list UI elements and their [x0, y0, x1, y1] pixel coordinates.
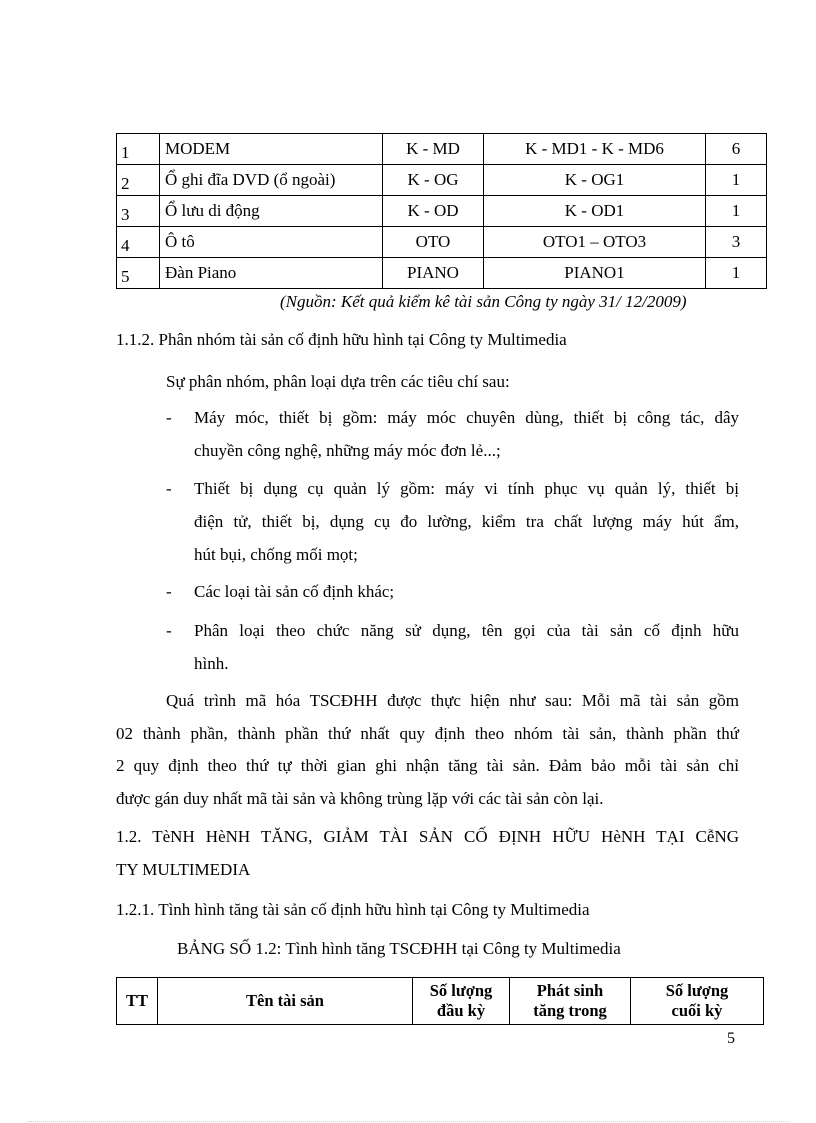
- asset-name: Ổ ghi đĩa DVD (ổ ngoài): [160, 165, 383, 196]
- group-code: OTO: [383, 227, 484, 258]
- header-opening: [413, 978, 510, 1025]
- paragraph-line-2: 02 thành phần, thành phần thứ nhất quy định theo nhóm tài sản, thành phần thứ: [116, 724, 739, 743]
- bullet-dash: -: [166, 621, 172, 640]
- quantity: 6: [706, 134, 767, 165]
- bullet-1-line-2: chuyền công nghệ, những máy móc đơn lẻ...;: [194, 441, 501, 460]
- row-number: 1: [117, 134, 160, 165]
- asset-code-range: K - MD1 - K - MD6: [484, 134, 706, 165]
- group-code: PIANO: [383, 258, 484, 289]
- table-row: [117, 196, 767, 227]
- header-increase-line-1: Phát sinh: [536, 981, 604, 1000]
- page-bottom-divider: [28, 1121, 788, 1122]
- row-number: 5: [117, 258, 160, 289]
- table-header-row: [117, 978, 764, 1025]
- bullet-2-line-2: điện tử, thiết bị, dụng cụ đo lường, kiểm tra chất lượng máy hút ẩm,: [194, 512, 739, 531]
- bullet-dash: -: [166, 408, 172, 427]
- table-row: [117, 227, 767, 258]
- quantity: 1: [706, 165, 767, 196]
- quantity: 1: [706, 258, 767, 289]
- bullet-2-line-3: hút bụi, chống mối mọt;: [194, 545, 358, 564]
- paragraph-line-4: được gán duy nhất mã tài sản và không trùng lặp với các tài sản còn lại.: [116, 789, 604, 808]
- header-closing: [631, 978, 764, 1025]
- asset-name: Ô tô: [160, 227, 383, 258]
- asset-code-range: K - OG1: [484, 165, 706, 196]
- group-code: K - MD: [383, 134, 484, 165]
- sub-heading-1-2-1: 1.2.1. Tình hình tăng tài sản cố định hữu hình tại Công ty Multimedia: [116, 900, 590, 919]
- table-caption: BẢNG SỐ 1.2: Tình hình tăng TSCĐHH tại Công ty Multimedia: [177, 939, 621, 958]
- header-increase-line-2: tăng trong: [533, 1001, 607, 1020]
- group-code: K - OD: [383, 196, 484, 227]
- asset-increase-table: [116, 977, 764, 1025]
- bullet-dash: -: [166, 582, 172, 601]
- bullet-4-line-1: Phân loại theo chức năng sử dụng, tên gọi của tài sản cố định hữu: [194, 621, 739, 640]
- paragraph-line-3: 2 quy định theo thứ tự thời gian ghi nhận tăng tài sản. Đảm bảo mỗi tài sản chỉ: [116, 756, 739, 775]
- table-source-note: (Nguồn: Kết quả kiểm kê tài sản Công ty ngày 31/ 12/2009): [280, 292, 687, 311]
- header-opening-line-1: Số lượng: [429, 981, 493, 1000]
- header-opening-line-2: đầu kỳ: [436, 1001, 486, 1020]
- table-row: [117, 165, 767, 196]
- row-number: 3: [117, 196, 160, 227]
- quantity: 1: [706, 196, 767, 227]
- table-row: [117, 134, 767, 165]
- group-code: K - OG: [383, 165, 484, 196]
- asset-name: Ổ lưu di động: [160, 196, 383, 227]
- row-number: 4: [117, 227, 160, 258]
- bullet-4-line-2: hình.: [194, 654, 229, 673]
- section-heading-1-2-line-1: 1.2. TèNH HèNH TĂNG, GIẢM TÀI SẢN CỐ ĐỊNH HỮU HèNH TẠI CễNG: [116, 827, 739, 846]
- quantity: 3: [706, 227, 767, 258]
- bullet-3-line-1: Các loại tài sản cố định khác;: [194, 582, 395, 601]
- header-tt: TT: [117, 978, 158, 1025]
- header-closing-line-2: cuối kỳ: [671, 1001, 723, 1020]
- paragraph-line-1: Quá trình mã hóa TSCĐHH được thực hiện như sau: Mỗi mã tài sản gồm: [166, 691, 739, 710]
- page-number: 5: [727, 1030, 735, 1047]
- header-increase: [510, 978, 631, 1025]
- asset-name: MODEM: [160, 134, 383, 165]
- asset-name: Đàn Piano: [160, 258, 383, 289]
- section-heading-1-2-line-2: TY MULTIMEDIA: [116, 860, 251, 879]
- asset-code-table: [116, 133, 767, 289]
- asset-code-range: K - OD1: [484, 196, 706, 227]
- header-name: Tên tài sản: [158, 978, 413, 1025]
- row-number: 2: [117, 165, 160, 196]
- table-row: [117, 258, 767, 289]
- intro-text: Sự phân nhóm, phân loại dựa trên các tiêu chí sau:: [166, 372, 510, 391]
- bullet-1-line-1: Máy móc, thiết bị gồm: máy móc chuyên dùng, thiết bị công tác, dây: [194, 408, 739, 427]
- bullet-2-line-1: Thiết bị dụng cụ quản lý gồm: máy vi tính phục vụ quản lý, thiết bị: [194, 479, 739, 498]
- asset-code-range: OTO1 – OTO3: [484, 227, 706, 258]
- bullet-dash: -: [166, 479, 172, 498]
- asset-code-range: PIANO1: [484, 258, 706, 289]
- header-closing-line-1: Số lượng: [665, 981, 729, 1000]
- section-heading-1-1-2: 1.1.2. Phân nhóm tài sản cố định hữu hình tại Công ty Multimedia: [116, 330, 567, 349]
